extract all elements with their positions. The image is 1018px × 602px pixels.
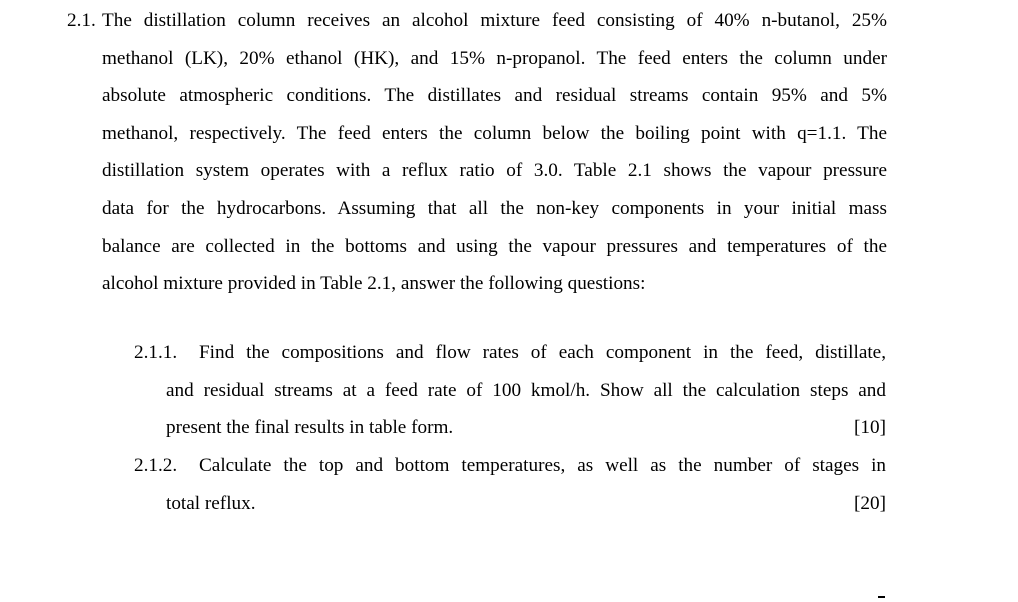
question-line: The distillation column receives an alcohol mixture feed consisting of 40% n-butanol, 25% xyxy=(102,10,887,31)
question-line: balance are collected in the bottoms and using the vapour pressures and temperatures of the xyxy=(102,235,887,257)
subquestion-line: present the final results in table form. xyxy=(166,417,454,439)
subquestion-body xyxy=(166,334,886,447)
subquestion-line: Calculate the top and bottom temperatures, as well as the number of stages in xyxy=(199,455,886,476)
subquestion-line: total reflux. xyxy=(166,492,256,514)
marks-label: [20] xyxy=(854,492,886,514)
question-line: absolute atmospheric conditions. The distillates and residual streams contain 95% and 5% xyxy=(102,85,887,107)
subquestion-2-1-2 xyxy=(134,447,886,522)
subquestion-last-line xyxy=(166,409,886,447)
marks-label: [10] xyxy=(854,417,886,439)
subquestion-2-1-1 xyxy=(134,334,886,447)
subquestion-body xyxy=(166,447,886,522)
question-line: distillation system operates with a reflux ratio of 3.0. Table 2.1 shows the vapour pressure xyxy=(102,160,887,182)
question-line: methanol (LK), 20% ethanol (HK), and 15% n-propanol. The feed enters the column under xyxy=(102,47,887,69)
question-paragraph xyxy=(102,2,887,303)
subquestion-line: Find the compositions and flow rates of each component in the feed, distillate, xyxy=(199,342,886,363)
subquestion-number: 2.1.1. xyxy=(134,342,178,363)
page-edge-mark xyxy=(878,596,885,598)
question-line: data for the hydrocarbons. Assuming that all the non-key components in your initial mass xyxy=(102,197,887,219)
subquestion-last-line xyxy=(166,485,886,523)
question-number: 2.1. xyxy=(67,10,96,31)
question-line: methanol, respectively. The feed enters the column below the boiling point with q=1.1. The xyxy=(102,122,887,144)
subquestion-line: and residual streams at a feed rate of 100 kmol/h. Show all the calculation steps and xyxy=(166,379,886,401)
question-2-1 xyxy=(67,2,887,303)
question-line: alcohol mixture provided in Table 2.1, answer the following questions: xyxy=(102,273,646,295)
subquestion-number: 2.1.2. xyxy=(134,455,178,476)
